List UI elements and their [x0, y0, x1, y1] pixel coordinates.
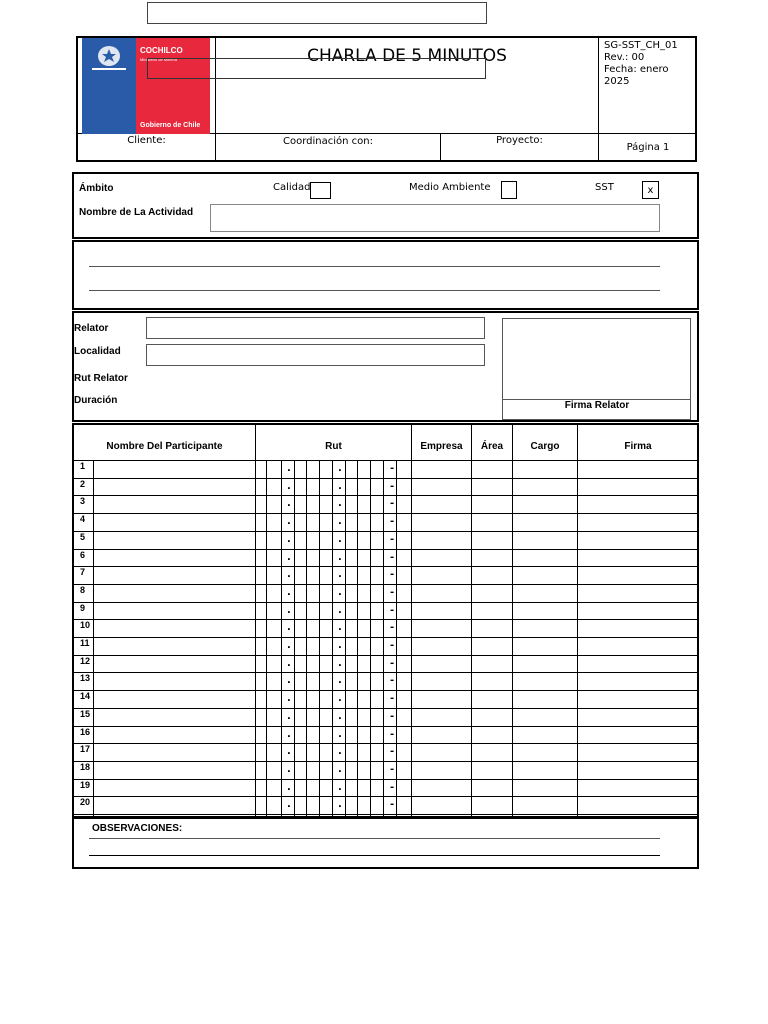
row-number: 13 [80, 673, 91, 683]
row-number: 5 [80, 532, 86, 542]
row-number: 7 [80, 567, 86, 577]
rut-separator: . [338, 498, 342, 509]
coordination-label: Coordinación con: [283, 136, 373, 147]
rut-separator: - [390, 569, 395, 580]
logo-footer: Gobierno de Chile [140, 122, 201, 129]
title-overlay-box [147, 58, 486, 79]
table-row[interactable] [73, 726, 698, 727]
rut-separator: . [287, 640, 291, 651]
participants-table [72, 423, 699, 818]
medio-ambiente-label: Medio Ambiente [409, 182, 491, 193]
rut-separator: - [390, 481, 395, 492]
rut-separator: - [390, 622, 395, 633]
rut-separator: . [338, 552, 342, 563]
logo-org-name: COCHILCO [140, 46, 183, 55]
duracion-label: Duración [74, 395, 118, 406]
row-number: 11 [80, 638, 90, 648]
rut-separator: . [287, 693, 291, 704]
rut-separator: . [338, 693, 342, 704]
col-header-name: Nombre Del Participante [106, 441, 223, 452]
table-row[interactable] [73, 566, 698, 567]
table-row[interactable] [73, 655, 698, 656]
relator-field[interactable] [146, 317, 485, 339]
rut-separator: - [390, 534, 395, 545]
row-number: 4 [80, 514, 86, 524]
rut-separator: . [338, 711, 342, 722]
document-title: CHARLA DE 5 MINUTOS [307, 46, 507, 66]
row-number: 15 [80, 709, 91, 719]
table-row[interactable] [73, 761, 698, 762]
row-number: 16 [80, 727, 91, 737]
rut-separator: . [338, 516, 342, 527]
rut-separator: . [287, 498, 291, 509]
page-number: Página 1 [626, 142, 670, 153]
rut-separator: - [390, 782, 395, 793]
top-floating-box [147, 2, 487, 24]
row-number: 6 [80, 550, 86, 560]
document-code: SG-SST_CH_01 [604, 40, 678, 51]
rut-separator: . [287, 569, 291, 580]
rut-separator: . [338, 782, 342, 793]
rut-separator: - [390, 605, 395, 616]
row-number: 18 [80, 762, 91, 772]
row-number: 3 [80, 496, 86, 506]
rut-separator: . [287, 622, 291, 633]
rut-separator: . [338, 534, 342, 545]
row-number: 9 [80, 603, 86, 613]
description-line-1[interactable] [89, 266, 660, 267]
client-label: Cliente: [127, 135, 166, 146]
project-label: Proyecto: [496, 135, 543, 146]
rut-separator: . [287, 481, 291, 492]
row-number: 10 [80, 620, 91, 630]
rut-separator: - [390, 799, 395, 810]
rut-separator: . [338, 569, 342, 580]
activity-name-label: Nombre de La Actividad [79, 207, 194, 218]
calidad-checkbox[interactable] [310, 182, 331, 199]
rut-separator: . [338, 799, 342, 810]
table-row[interactable] [73, 602, 698, 603]
table-row[interactable] [73, 814, 698, 815]
rut-separator: . [287, 729, 291, 740]
rut-separator: . [338, 675, 342, 686]
observations-line-2[interactable] [89, 855, 660, 856]
table-row[interactable] [73, 637, 698, 638]
table-row[interactable] [73, 495, 698, 496]
rut-separator: . [338, 640, 342, 651]
rut-separator: . [338, 622, 342, 633]
rut-separator: . [338, 481, 342, 492]
table-row[interactable] [73, 743, 698, 744]
table-row[interactable] [73, 584, 698, 585]
rut-separator: . [287, 675, 291, 686]
row-number: 17 [80, 744, 91, 754]
row-number: 8 [80, 585, 86, 595]
row-number: 2 [80, 479, 86, 489]
localidad-field[interactable] [146, 344, 485, 366]
rut-separator: - [390, 693, 395, 704]
col-header-cargo: Cargo [530, 441, 560, 452]
row-number: 19 [80, 780, 91, 790]
description-line-2[interactable] [89, 290, 660, 291]
rut-separator: . [338, 605, 342, 616]
rut-separator: . [287, 711, 291, 722]
sst-checkbox[interactable]: x [642, 181, 659, 199]
table-row[interactable] [73, 672, 698, 673]
rut-separator: . [287, 658, 291, 669]
document-date-year: 2025 [604, 76, 630, 87]
rut-separator: - [390, 764, 395, 775]
rut-separator: - [390, 587, 395, 598]
description-section [72, 240, 699, 310]
rut-separator: . [338, 746, 342, 757]
rut-separator: . [338, 587, 342, 598]
row-number: 12 [80, 656, 91, 666]
ambito-label: Ámbito [79, 183, 114, 194]
rut-separator: . [338, 658, 342, 669]
coat-of-arms-icon [88, 42, 130, 74]
rut-separator: . [338, 729, 342, 740]
row-number: 1 [80, 461, 86, 471]
rut-separator: . [287, 516, 291, 527]
document-revision: Rev.: 00 [604, 52, 645, 63]
rut-separator: . [287, 799, 291, 810]
row-number: 20 [80, 797, 91, 807]
rut-separator: . [338, 764, 342, 775]
rut-separator: - [390, 552, 395, 563]
calidad-label: Calidad [273, 182, 311, 193]
relator-label: Relator [74, 323, 109, 334]
col-header-area: Área [480, 441, 504, 452]
rut-separator: . [287, 463, 291, 474]
signature-label: Firma Relator [564, 400, 630, 411]
rut-separator: . [287, 534, 291, 545]
table-row[interactable] [73, 708, 698, 709]
rut-separator: - [390, 463, 395, 474]
activity-name-field[interactable] [210, 204, 660, 232]
table-row[interactable] [73, 478, 698, 479]
rut-separator: . [287, 587, 291, 598]
col-header-firma: Firma [624, 441, 652, 452]
observations-label: OBSERVACIONES: [92, 823, 183, 834]
col-header-rut: Rut [325, 441, 342, 452]
rut-separator: . [338, 463, 342, 474]
rut-separator: - [390, 658, 395, 669]
rut-separator: - [390, 498, 395, 509]
rut-separator: - [390, 711, 395, 722]
col-header-empresa: Empresa [420, 441, 463, 452]
table-row[interactable] [73, 549, 698, 550]
localidad-label: Localidad [74, 346, 121, 357]
logo-org-sub: Ministerio de Minería [140, 57, 178, 62]
rut-separator: - [390, 675, 395, 686]
medio-ambiente-checkbox[interactable] [501, 181, 517, 199]
sst-label: SST [595, 182, 614, 193]
rut-separator: - [390, 640, 395, 651]
table-row[interactable] [73, 690, 698, 691]
rut-separator: . [287, 764, 291, 775]
rut-separator: . [287, 746, 291, 757]
row-number: 14 [80, 691, 91, 701]
rut-relator-label: Rut Relator [74, 373, 128, 384]
rut-separator: . [287, 605, 291, 616]
document-date: Fecha: enero [604, 64, 669, 75]
rut-separator: - [390, 746, 395, 757]
table-row[interactable] [73, 779, 698, 780]
rut-separator: . [287, 552, 291, 563]
table-row[interactable] [73, 796, 698, 797]
table-row[interactable] [73, 619, 698, 620]
observations-line-1[interactable] [89, 838, 660, 839]
table-row[interactable] [73, 531, 698, 532]
rut-separator: - [390, 729, 395, 740]
rut-separator: . [287, 782, 291, 793]
cochilco-logo [82, 38, 210, 134]
table-row[interactable] [73, 513, 698, 514]
rut-separator: - [390, 516, 395, 527]
